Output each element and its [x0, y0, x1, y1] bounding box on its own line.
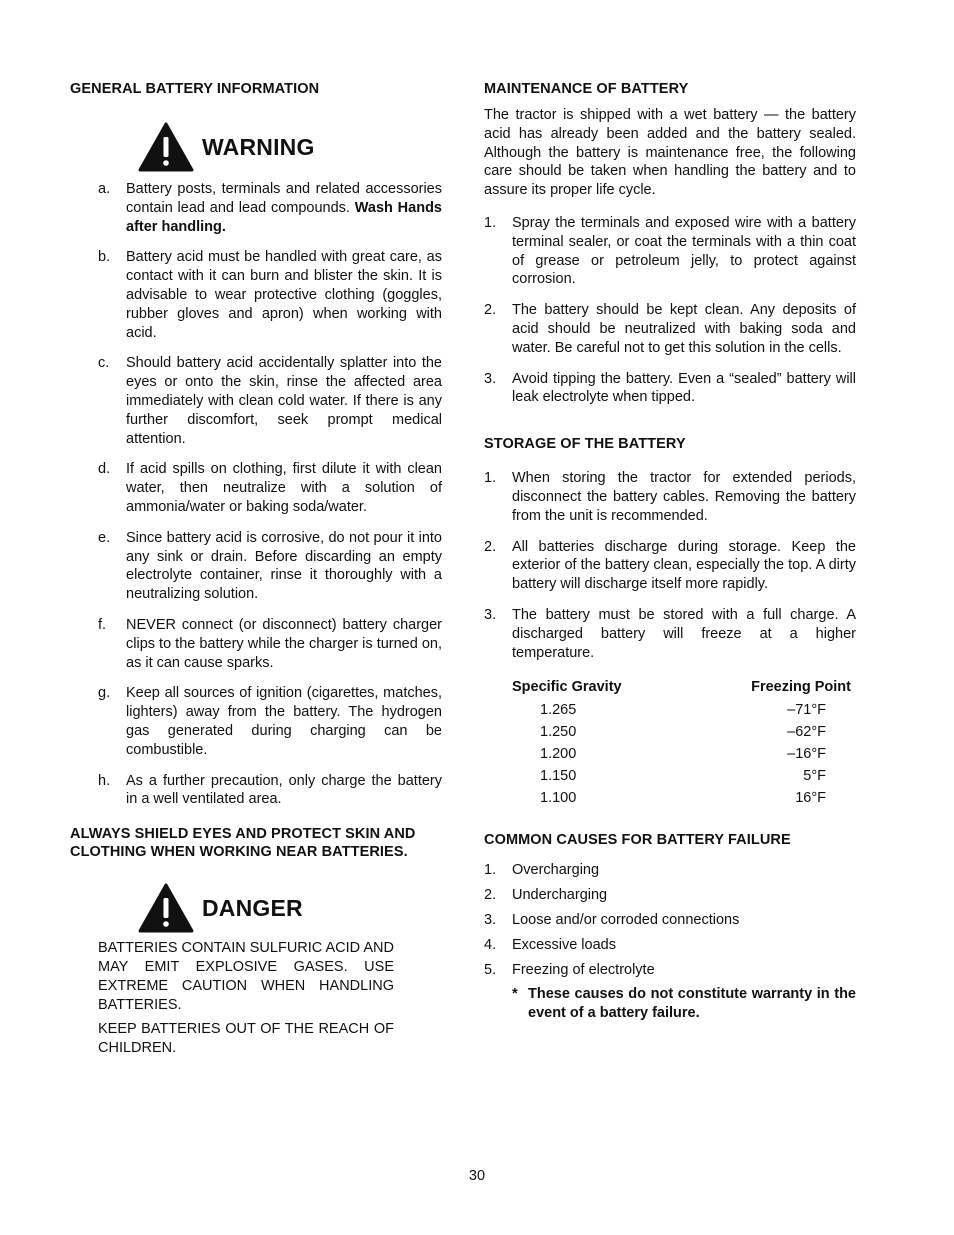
warning-item-e [98, 529, 442, 604]
item-text: Overcharging [512, 862, 600, 879]
item-marker: d. [98, 461, 111, 478]
item-marker: 3. [484, 606, 497, 623]
item-marker: 2. [484, 302, 497, 319]
freezing-cell: 16°F [795, 789, 826, 806]
failure-item-3 [484, 911, 856, 930]
left-column [70, 80, 442, 1064]
table-row [512, 721, 854, 743]
danger-paragraph-2: KEEP BATTERIES OUT OF THE REACH OF CHILDREN. [98, 1021, 394, 1057]
maintenance-heading: MAINTENANCE OF BATTERY [484, 81, 689, 97]
item-marker: c. [98, 355, 110, 372]
item-marker: 1. [484, 470, 497, 487]
item-text: Freezing of electrolyte [512, 961, 655, 978]
item-bold-text: Wash Hands after handling. [126, 199, 442, 235]
item-text: Battery posts, terminals and related accessories contain lead and lead compounds. [126, 181, 442, 216]
item-text: All batteries discharge during storage. Keep the exterior of the battery clean, especially the top. A dirty battery will discharge itself more rapidly. [512, 538, 856, 593]
maintenance-intro: The tractor is shipped with a wet battery — the battery acid has already been added and the battery sealed. Although the battery is maintenance free, the following care should be taken when handling the battery and to assure its proper life cycle. [484, 107, 856, 199]
item-marker: 4. [484, 936, 497, 953]
general-battery-heading: GENERAL BATTERY INFORMATION [70, 81, 320, 97]
maintenance-item-3 [484, 370, 856, 408]
danger-body [70, 939, 394, 1058]
item-marker: f. [98, 616, 107, 633]
item-marker: b. [98, 249, 111, 266]
warning-item-d [98, 460, 442, 516]
freezing-point-table [512, 678, 854, 809]
warranty-note [484, 985, 856, 1022]
danger-title: DANGER [202, 894, 303, 921]
storage-item-1 [484, 469, 856, 525]
maintenance-item-2 [484, 301, 856, 357]
danger-callout [138, 883, 442, 933]
item-text: NEVER connect (or disconnect) battery charger clips to the battery while the charger is turned on, as it can cause sparks. [126, 616, 442, 671]
failure-list [484, 861, 856, 979]
table-row [512, 787, 854, 809]
warning-item-b [98, 248, 442, 342]
warning-triangle-icon [138, 122, 194, 172]
gravity-cell: 1.265 [540, 701, 577, 718]
item-text: Excessive loads [512, 936, 616, 953]
item-marker: h. [98, 772, 111, 789]
item-marker: 2. [484, 887, 497, 904]
item-text: The battery must be stored with a full charge. A discharged battery will freeze at a higher temperature. [512, 606, 856, 661]
failure-item-2 [484, 886, 856, 905]
failure-item-4 [484, 936, 856, 955]
item-marker: a. [98, 181, 111, 197]
gravity-cell: 1.100 [540, 789, 577, 806]
failure-item-5 [484, 961, 856, 980]
gravity-cell: 1.150 [540, 767, 577, 784]
storage-heading: STORAGE OF THE BATTERY [484, 436, 686, 453]
freezing-cell: –16°F [787, 745, 826, 762]
item-text: Battery acid must be handled with great care, as contact with it can burn and blister the skin. It is advisable to wear protective clothing (goggles, rubber gloves and apron) when working with acid. [126, 249, 442, 341]
storage-item-3 [484, 606, 856, 662]
item-marker: 3. [484, 370, 497, 387]
item-text: As a further precaution, only charge the battery in a well ventilated area. [126, 772, 442, 808]
warning-item-f [98, 616, 442, 672]
item-text: When storing the tractor for extended periods, disconnect the battery cables. Removing the battery from the unit is recommended. [512, 470, 856, 524]
note-asterisk: * [512, 986, 518, 1003]
right-column [484, 80, 856, 1022]
table-row [512, 699, 854, 721]
freezing-cell: –71°F [787, 701, 826, 718]
failure-heading: COMMON CAUSES FOR BATTERY FAILURE [484, 832, 791, 849]
warning-title: WARNING [202, 133, 315, 160]
page-number: 30 [468, 1168, 486, 1184]
maintenance-item-1 [484, 214, 856, 289]
item-text: Avoid tipping the battery. Even a “sealed” battery will leak electrolyte when tipped. [512, 370, 856, 406]
item-text: Should battery acid accidentally splatter into the eyes or onto the skin, rinse the affected area immediately with clean cold water. If there is any further discomfort, seek prompt medical attention. [126, 355, 442, 447]
maintenance-list [484, 214, 856, 407]
item-text: Undercharging [512, 887, 608, 904]
item-text: Loose and/or corroded connections [512, 911, 740, 928]
specific-gravity-header: Specific Gravity [512, 679, 622, 696]
warning-callout [138, 122, 442, 172]
danger-paragraph-1: BATTERIES CONTAIN SULFURIC ACID AND MAY EMIT EXPLOSIVE GASES. USE EXTREME CAUTION WHEN HANDLING BATTERIES. [98, 940, 394, 1013]
table-row [512, 765, 854, 787]
freezing-cell: –62°F [787, 723, 826, 740]
warning-list [70, 180, 442, 809]
storage-list [484, 469, 856, 662]
item-marker: 5. [484, 961, 497, 978]
warning-item-h [98, 772, 442, 810]
item-marker: 1. [484, 214, 497, 231]
item-text: Spray the terminals and exposed wire with a battery terminal sealer, or coat the terminals with a thin coat of grease or petroleum jelly, to protect against corrosion. [512, 214, 856, 288]
item-marker: 3. [484, 911, 497, 928]
danger-triangle-icon [138, 883, 194, 933]
warning-item-c [98, 354, 442, 448]
item-text: The battery should be kept clean. Any deposits of acid should be neutralized with baking soda and water. Be careful not to get this solution in the cells. [512, 302, 856, 356]
gravity-cell: 1.200 [540, 745, 577, 762]
item-text: Since battery acid is corrosive, do not pour it into any sink or drain. Before discarding an empty electrolyte container, rinse it thoroughly with a neutralizing solution. [126, 529, 442, 603]
warning-item-g [98, 684, 442, 759]
item-marker: 1. [484, 862, 497, 879]
table-row [512, 743, 854, 765]
item-text: If acid spills on clothing, first dilute it with clean water, then neutralize with a solution of ammonia/water or baking soda/water. [126, 461, 442, 515]
item-text: Keep all sources of ignition (cigarettes, matches, lighters) away from the battery. The hydrogen gas generated during charging can be combustible. [126, 685, 442, 758]
item-marker: e. [98, 529, 111, 546]
warning-item-a [98, 180, 442, 236]
item-marker: g. [98, 685, 111, 702]
shield-eyes-heading: ALWAYS SHIELD EYES AND PROTECT SKIN AND CLOTHING WHEN WORKING NEAR BATTERIES. [70, 826, 416, 861]
table-header-row [512, 678, 854, 699]
item-marker: 2. [484, 538, 497, 555]
freezing-cell: 5°F [803, 767, 826, 784]
failure-item-1 [484, 861, 856, 880]
note-text: These causes do not constitute warranty in the event of a battery failure. [528, 986, 856, 1021]
gravity-cell: 1.250 [540, 723, 577, 740]
freezing-point-header: Freezing Point [751, 679, 851, 696]
storage-item-2 [484, 538, 856, 594]
